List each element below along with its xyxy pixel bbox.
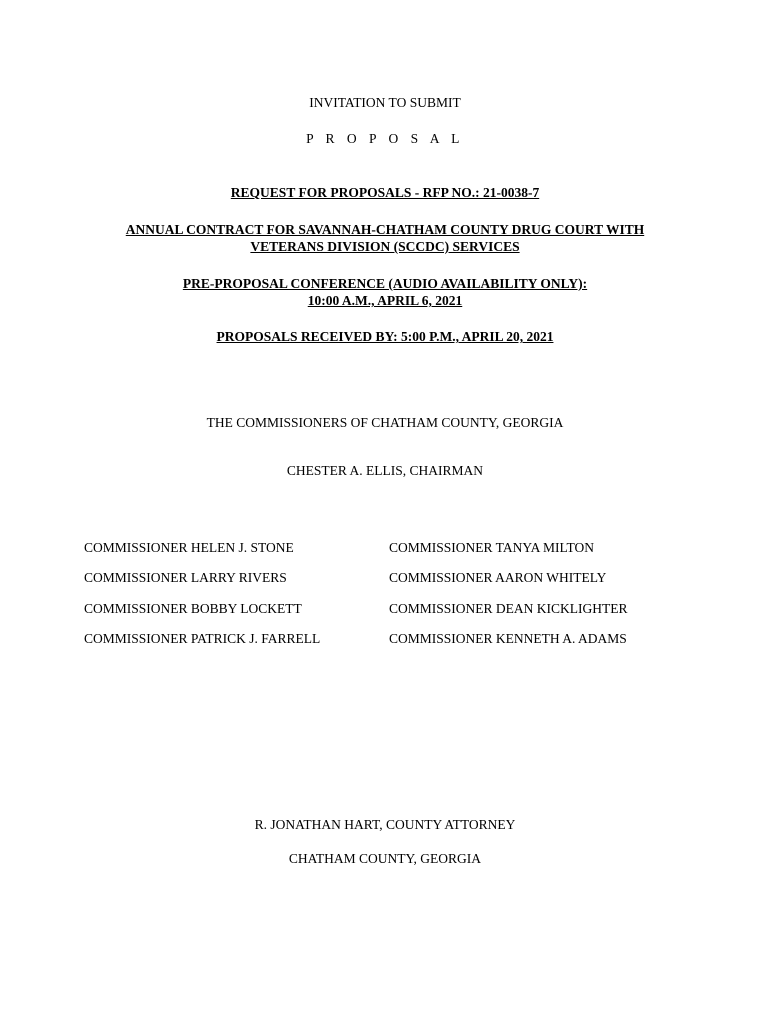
commissioner-left-3: COMMISSIONER BOBBY LOCKETT [84, 601, 302, 616]
chairman: CHESTER A. ELLIS, CHAIRMAN [286, 463, 484, 478]
pre-proposal-conference-line-2: 10:00 A.M., APRIL 6, 2021 [307, 293, 463, 308]
commissioner-right-3: COMMISSIONER DEAN KICKLIGHTER [389, 601, 628, 616]
proposal-deadline: PROPOSALS RECEIVED BY: 5:00 P.M., APRIL 20, 2021 [216, 329, 554, 344]
proposal-heading: P R O P O S A L [306, 131, 464, 146]
commissioner-left-1: COMMISSIONER HELEN J. STONE [84, 540, 294, 555]
rfp-title-line-1: ANNUAL CONTRACT FOR SAVANNAH-CHATHAM COUNTY DRUG COURT WITH [125, 222, 645, 237]
commissioner-left-4: COMMISSIONER PATRICK J. FARRELL [84, 631, 321, 646]
commissioner-right-4: COMMISSIONER KENNETH A. ADAMS [389, 631, 627, 646]
board-title: THE COMMISSIONERS OF CHATHAM COUNTY, GEORGIA [206, 415, 564, 430]
commissioner-right-1: COMMISSIONER TANYA MILTON [389, 540, 594, 555]
county-attorney: R. JONATHAN HART, COUNTY ATTORNEY [254, 817, 516, 832]
county-location: CHATHAM COUNTY, GEORGIA [288, 851, 482, 866]
commissioner-right-2: COMMISSIONER AARON WHITELY [389, 570, 607, 585]
invitation-heading: INVITATION TO SUBMIT [309, 95, 461, 110]
commissioner-left-2: COMMISSIONER LARRY RIVERS [84, 570, 287, 585]
rfp-number: REQUEST FOR PROPOSALS - RFP NO.: 21-0038-7 [230, 185, 540, 200]
rfp-title-line-2: VETERANS DIVISION (SCCDC) SERVICES [250, 239, 520, 254]
pre-proposal-conference-line-1: PRE-PROPOSAL CONFERENCE (AUDIO AVAILABILITY ONLY): [182, 276, 588, 291]
